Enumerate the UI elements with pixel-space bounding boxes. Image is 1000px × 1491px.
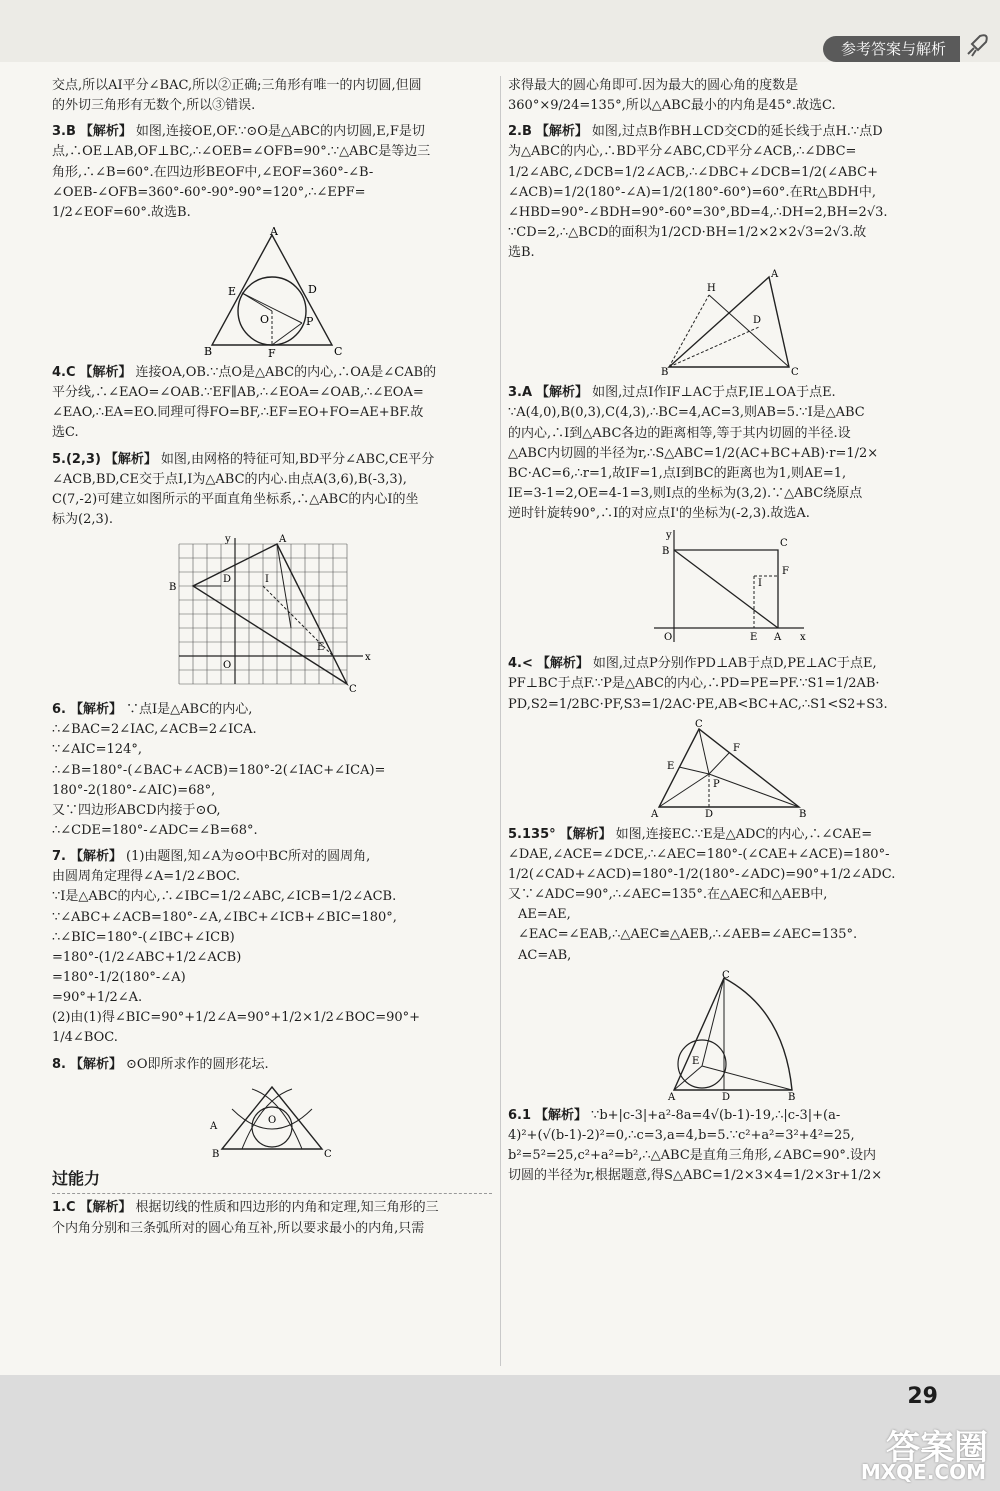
svg-text:O: O [260,312,270,326]
svg-text:C: C [791,367,799,378]
svg-text:O: O [268,1114,277,1126]
watermark-url: MXQE.COM [860,1460,986,1484]
answer-5: 5.(2,3) 【解析】 如图,由网格的特征可知,BD平分∠ABC,CE平分 ∠ACB,BD,CE交于点I,I为△ABC的内心.由点A(3,6),B(-3,3), C(7,-2)可建立如图所示的平面直角坐标系,∴△ABC的内心I的坐 标为(2,3). y A B D I E O x C [52,451,435,695]
answer-3: 3.B 【解析】 如图,连接OE,OF.∵⊙O是△ABC的内切圆,E,F是切 点,∴OE⊥AB,OF⊥BC,∴∠OEB=∠OFB=90°.∵△ABC是等边三 角形,∴∠B=60°.在四边形BEOF中,∠EOF=360°-∠B- ∠OEB-∠OFB=360°-60°-90°-90°=120°,∴∠EPF= 1/2∠EOF=60°.故选B. A E D O P B F C [52,122,492,357]
answer-g1: 1.C 【解析】 根据切线的性质和四边形的内角和定理,知三角形的三 个内角分别和三条弧所对的圆心角互补,所以要求最小的内角,只需 [52,1200,439,1236]
svg-text:B: B [212,1148,220,1159]
svg-text:D: D [753,315,762,327]
answer-4: 4.C 【解析】 连接OA,OB.∵点O是△ABC的内心,∴OA是∠CAB的 平分线,∴∠EAO=∠OAB.∵EF∥AB,∴∠EOA=∠OAB,∴∠EOA= ∠EAO,∴EA=EO.同理可得FO=BF,∴EF=EO+FO=AE+BF.故 选C. [52,364,437,441]
page-header [0,0,1000,62]
figure-grid-triangle [167,534,377,694]
svg-text:B: B [169,582,177,594]
page-number: 29 [907,1384,938,1409]
right-column [508,76,950,1192]
svg-text:B: B [661,367,669,378]
rocket-icon [962,30,992,60]
svg-text:C: C [334,344,343,357]
svg-text:D: D [722,1091,731,1100]
svg-text:C: C [695,718,703,730]
svg-text:B: B [662,546,670,558]
svg-text:E: E [667,760,675,772]
svg-text:B: B [788,1091,796,1100]
svg-text:P: P [713,778,720,790]
svg-text:B: B [204,344,213,357]
answer-7: 7. 【解析】 (1)由题图,知∠A为⊙O中BC所对的圆周角, 由圆周角定理得∠A=1/2∠BOC. ∵I是△ABC的内心,∴∠IBC=1/2∠ABC,∠ICB=1/2∠ACB. ∵∠ABC+∠ACB=180°-∠A,∠IBC+∠ICB+∠BIC=180°, ∴∠BIC=180°-(∠IBC+∠ICB) =180°-(1/2∠ABC+1/2∠ACB) =180°-1/2(180°-∠A) =90°+1/2∠A. (2)由(1)得∠BIC=90°+1/2∠A=90°+1/2×1/2∠BOC=90°+ 1/4∠BOC. [52,849,421,1046]
figure-triangle-p [649,719,809,819]
svg-text:H: H [707,283,716,295]
answer-r2: 2.B 【解析】 如图,过点B作BH⊥CD交CD的延长线于点H.∵点D 为△ABC的内心,∴BD平分∠ABC,CD平分∠ACB,∴∠DBC= 1/2∠ABC,∠DCB=1/2∠ACB,∴∠DBC+∠DCB=1/2(∠ABC+ ∠ACB)=1/2(180°-∠A)=1/2(180°-60°)=60°.在Rt△BDH中, ∠HBD=90°-∠BDH=90°-60°=30°,BD=4,∴DH=2,BH=2√3. ∵CD=2,∴△BCD的面积为1/2CD·BH=1/2×2×2√3=2√3.故 选B. A H D B C [508,124,888,378]
continued-text: 求得最大的圆心角即可.因为最大的圆心角的度数是 360°×9/24=135°,所以△ABC最小的内角是45°.故选C. [508,78,836,114]
column-divider [500,76,501,1366]
svg-text:O: O [223,660,232,672]
svg-text:E: E [228,284,237,298]
svg-text:C: C [722,969,730,981]
figure-flower-bed [202,1079,342,1159]
answer-8: 8. 【解析】 ⊙O即所求作的圆形花坛. A O B C [52,1055,492,1159]
svg-text:y: y [225,534,231,546]
figure-sector [654,970,804,1100]
answer-r3: 3.A 【解析】 如图,过点I作IF⊥AC于点F,IE⊥OA于点E. ∵A(4,0),B(0,3),C(4,3),∴BC=4,AC=3,则AB=5.∵I是△ABC 的内心,∴I到△ABC各边的距离相等,等于其内切圆的半径.设 △ABC内切圆的半径为r,∴S△ABC=1/2(AC+BC+AB)·r=1/2× BC·AC=6,∴r=1,故IF=1,点I到BC的距离也为1,则AE=1, IE=3-1=2,OE=4-1=3,则I点的坐标为(3,2).∵△ABC绕原点 逆时针旋转90°,∴I的对应点I'的坐标为(-2,3).故选A. y B C F I O E A x [508,383,950,648]
figure-coordinate-rect [644,528,814,648]
svg-text:A: A [774,632,782,644]
answer-6: 6. 【解析】 ∵点I是△ABC的内心, ∴∠BAC=2∠IAC,∠ACB=2∠ICA. ∵∠AIC=124°, ∴∠B=180°-(∠BAC+∠ACB)=180°-2(∠IAC+∠ICA)= 180°-2(180°-∠AIC)=68°, 又∵四边形ABCD内接于⊙O, ∴∠CDE=180°-∠ADC=∠B=68°. [52,702,386,838]
answer-r5: 5.135° 【解析】 如图,连接EC.∵E是△ADC的内心,∴∠CAE= ∠DAE,∠ACE=∠DCE,∴∠AEC=180°-(∠CAE+∠ACE)=180°- 1/2(∠CAD+∠ACD)=180°-1/2(180°-∠ADC)=90°+1/2∠ADC. 又∵∠ADC=90°,∴∠AEC=135°.在△AEC和△AEB中, AE=AE, ∠EAC=∠EAB,∴△AEC≌△AEB,∴∠AEB=∠AEC=135°. AC=AB, C E A D B [508,825,950,1100]
answer-r6: 6.1 【解析】 ∵b+|c-3|+a²-8a=4√(b-1)-19,∴|c-3|+(a- 4)²+(√(b-1)-2)²=0,∴c=3,a=4,b=5.∵c²+a²=3²+4²=25, b²=5²=25,c²+a²=b²,∴△ABC是直角三角形,∠ABC=90°.设内 切圆的半径为r,根据题意,得S△ABC=1/2×3×4=1/2×3r+1/2× [508,1107,883,1184]
figure-triangle-bh [649,267,809,377]
left-column [52,76,492,1245]
svg-text:E: E [317,642,325,654]
figure-triangle-incircle [192,227,352,357]
svg-text:P: P [306,314,314,328]
svg-text:D: D [223,574,232,586]
svg-text:x: x [365,652,371,664]
svg-text:C: C [324,1148,332,1159]
svg-text:D: D [705,808,714,819]
header-badge: 参考答案与解析 [823,36,960,62]
svg-text:F: F [268,346,276,357]
svg-text:A: A [668,1091,676,1100]
svg-text:I: I [265,574,269,586]
intro-text: 交点,所以AI平分∠BAC,所以②正确;三角形有唯一的内切圆,但圆 的外切三角形有无数个,所以③错误. [52,78,422,114]
svg-text:A: A [210,1120,218,1132]
watermark-logo: 答案圈 [886,1428,988,1468]
svg-text:F: F [733,742,740,754]
svg-text:A: A [270,226,278,238]
svg-text:A: A [771,269,779,281]
page-footer [0,1375,1000,1491]
svg-text:E: E [750,632,758,644]
answer-r4: 4.< 【解析】 如图,过点P分别作PD⊥AB于点D,PE⊥AC于点E, PF⊥BC于点F.∵P是△ABC的内心,∴PD=PE=PF.∵S1=1/2AB· PD,S2=1/2BC·PF,S3=1/2AC·PE,AB<BC+AC,∴S1<S2+S3. C F E P A D B [508,656,888,819]
svg-text:I: I [758,578,762,590]
svg-text:A: A [651,808,659,819]
svg-text:C: C [349,684,357,695]
svg-text:O: O [664,632,673,644]
svg-text:B: B [799,808,807,819]
svg-text:A: A [279,534,287,546]
section-title: 过能力 [52,1167,492,1195]
svg-text:F: F [782,566,789,578]
svg-text:C: C [780,538,788,550]
svg-text:D: D [308,282,317,296]
svg-text:y: y [666,530,672,542]
svg-text:x: x [800,632,806,644]
svg-text:E: E [692,1055,700,1067]
